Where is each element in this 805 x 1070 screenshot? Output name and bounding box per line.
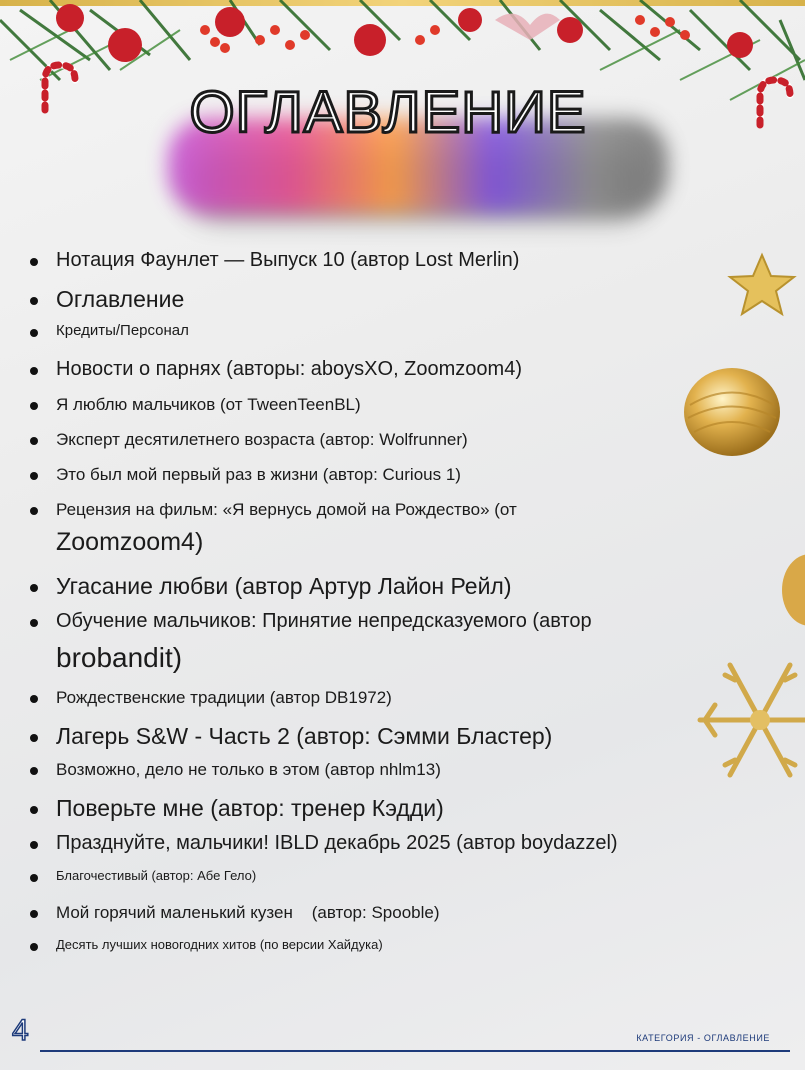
toc-item-text: Это был мой первый раз в жизни (автор: Curious 1): [56, 465, 461, 484]
toc-item[interactable]: [30, 394, 790, 415]
toc-item-text: Кредиты/Персонал: [56, 321, 189, 339]
toc-item-text: Десять лучших новогодних хитов (по версии Хайдука): [56, 937, 383, 952]
toc-item[interactable]: [30, 687, 790, 708]
toc-item-text: Угасание любви (автор Артур Лайон Рейл): [56, 572, 512, 599]
toc-item-text: Мой горячий маленький кузен (автор: Spooble): [56, 902, 440, 922]
toc-item-text: Рецензия на фильм: «Я вернусь домой на Рождество» (от: [56, 500, 517, 520]
page-title: ОГЛАВЛЕНИЕ: [189, 80, 587, 145]
toc-item[interactable]: [30, 499, 790, 558]
toc-item[interactable]: [30, 464, 790, 485]
toc-item-text: Обучение мальчиков: Принятие непредсказуемого (автор: [56, 609, 592, 632]
toc-item-text: Оглавление: [56, 286, 185, 312]
toc-item-continuation: Zoomzoom4): [56, 527, 204, 556]
toc-item-text: Новости о парнях (авторы: aboysXO, Zoomzoom4): [56, 357, 522, 380]
toc-item[interactable]: [30, 937, 790, 953]
title-banner: [168, 78, 668, 218]
toc-item[interactable]: [30, 831, 790, 856]
toc-item[interactable]: [30, 868, 790, 884]
category-label: КАТЕГОРИЯ - ОГЛАВЛЕНИЕ: [636, 1033, 770, 1043]
toc-item[interactable]: [30, 429, 790, 450]
toc-item[interactable]: [30, 759, 790, 780]
toc-item-text: Нотация Фаунлет — Выпуск 10 (автор Lost Merlin): [56, 249, 520, 271]
toc-item[interactable]: [30, 285, 790, 314]
toc-item[interactable]: [30, 357, 790, 382]
table-of-contents: [30, 248, 790, 971]
toc-item-continuation: brobandit): [56, 641, 183, 673]
toc-item-text: Благочестивый (автор: Абе Гело): [56, 867, 257, 883]
toc-item[interactable]: [30, 248, 790, 273]
toc-item-text: Поверьте мне (автор: тренер Кэдди): [56, 794, 444, 821]
page-number: 4: [12, 1014, 29, 1047]
toc-item-text: Я люблю мальчиков (от TweenTeenBL): [56, 394, 361, 414]
toc-item-text: Празднуйте, мальчики! IBLD декабрь 2025 (автор boydazzel): [56, 831, 618, 854]
toc-item-text: Эксперт десятилетнего возраста (автор: Wolfrunner): [56, 429, 468, 449]
toc-item-text: Лагерь S&W - Часть 2 (автор: Сэмми Бластер): [56, 722, 553, 749]
toc-item[interactable]: [30, 722, 790, 751]
toc-item-text: Возможно, дело не только в этом (автор nhlm13): [56, 759, 441, 779]
toc-item[interactable]: [30, 609, 790, 675]
toc-item[interactable]: [30, 572, 790, 601]
toc-item[interactable]: [30, 902, 790, 923]
toc-item[interactable]: [30, 794, 790, 823]
toc-item[interactable]: [30, 322, 790, 341]
toc-item-text: Рождественские традиции (автор DB1972): [56, 687, 392, 707]
footer-divider: [40, 1050, 790, 1052]
